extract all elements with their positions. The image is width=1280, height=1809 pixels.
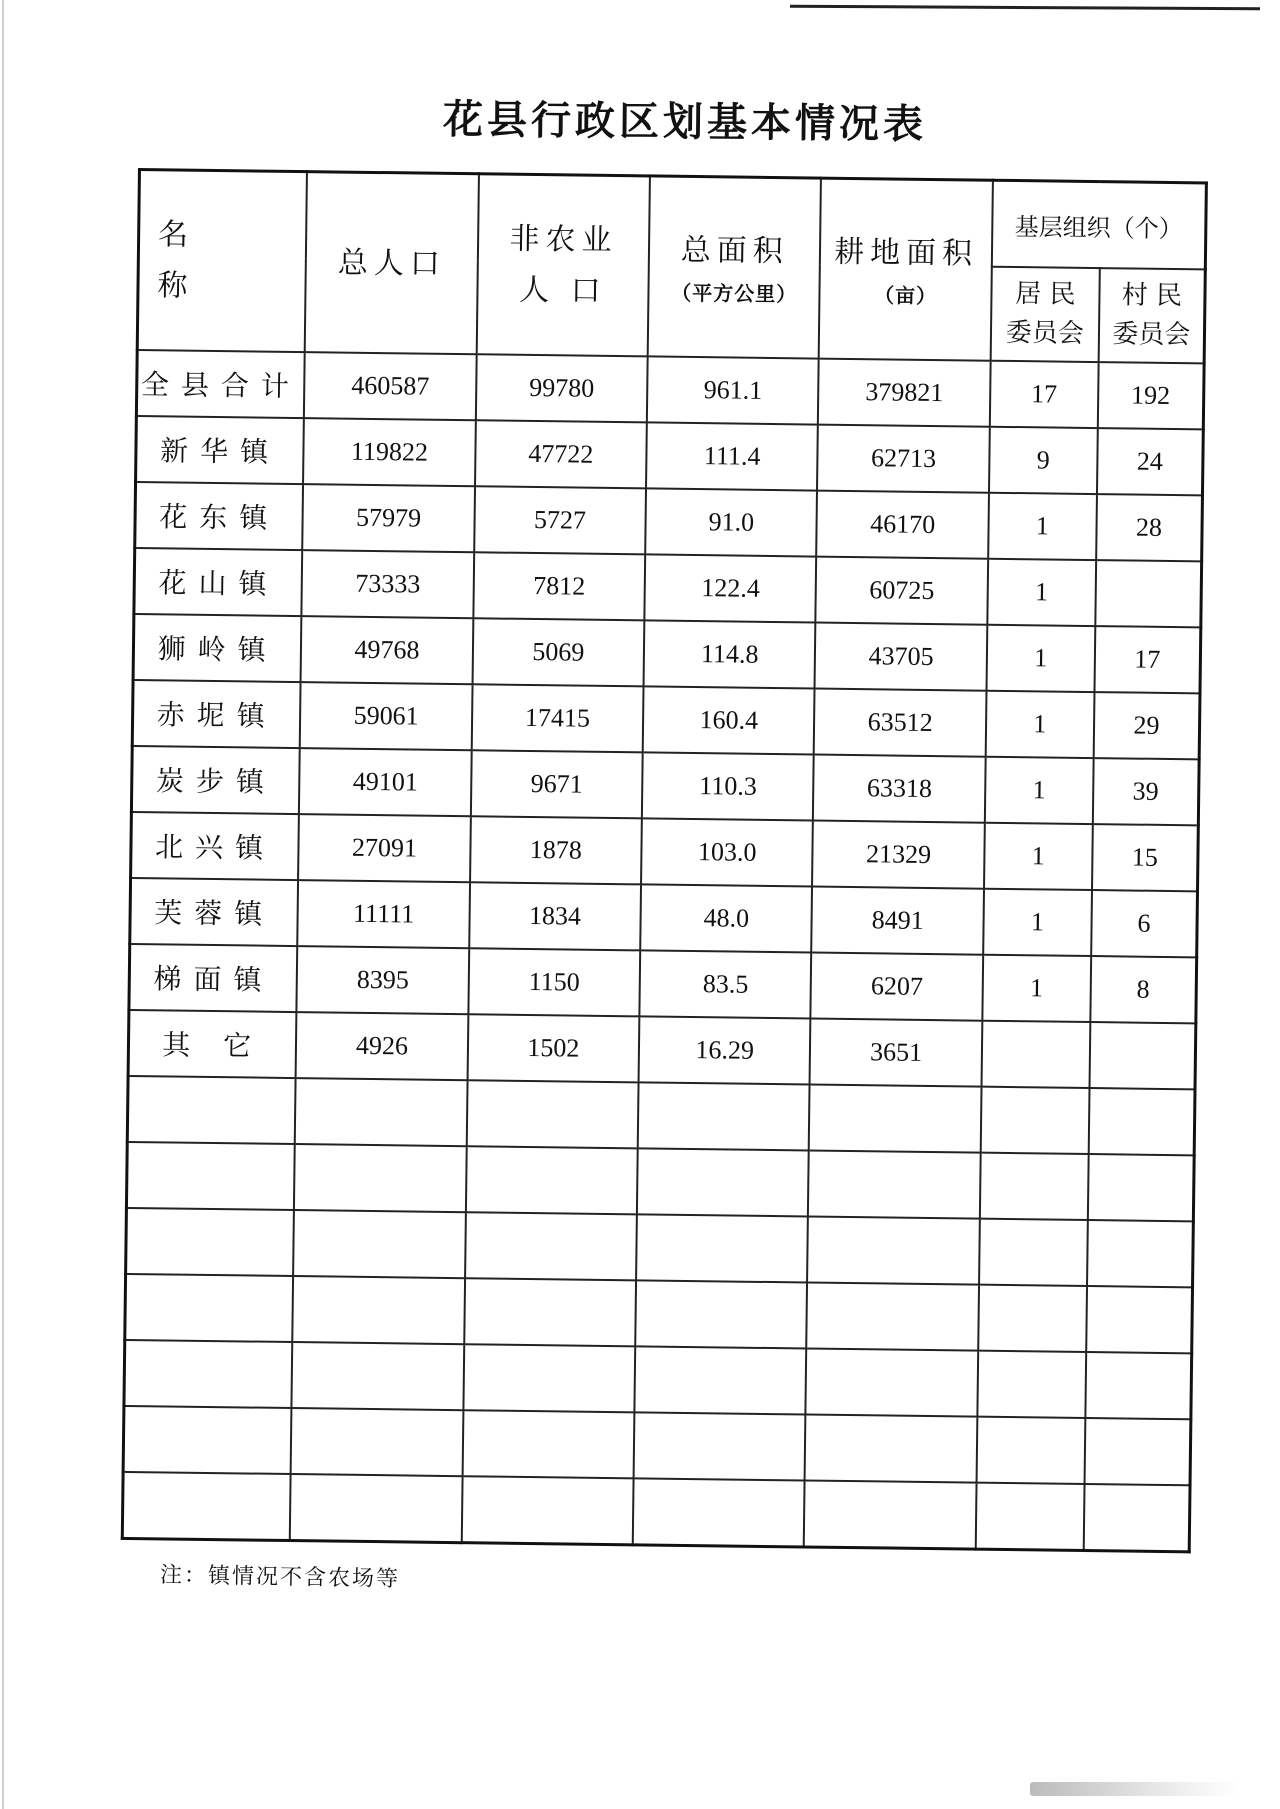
cell-name: 花东镇 <box>135 482 304 550</box>
cell-total-area: 16.29 <box>639 1016 811 1084</box>
blank-cell <box>809 1085 981 1153</box>
cell-total-population: 57979 <box>303 484 475 552</box>
header-residents-line2: 委员会 <box>1005 317 1085 349</box>
blank-cell <box>293 1276 465 1344</box>
header-total-area-label: 总面积 <box>680 232 790 269</box>
cell-villagers-committees <box>1089 1022 1195 1089</box>
cell-total-area: 160.4 <box>643 686 815 754</box>
admin-division-table <box>121 168 1208 1553</box>
cell-total-population: 27091 <box>298 814 470 882</box>
cell-name: 炭步镇 <box>131 746 300 814</box>
cell-total-area: 110.3 <box>642 752 814 820</box>
blank-cell <box>976 1417 1085 1484</box>
header-residents-line1: 居 民 <box>1015 279 1076 310</box>
blank-cell <box>1086 1286 1192 1353</box>
cell-name: 狮岭镇 <box>133 614 302 682</box>
cell-arable-area: 63512 <box>814 689 986 757</box>
cell-total-area: 103.0 <box>641 818 813 886</box>
header-villagers-line1: 村 民 <box>1121 280 1183 312</box>
cell-non-agri-population: 7812 <box>473 552 645 620</box>
header-non-agri-line2: 人 口 <box>518 272 607 309</box>
header-total-area-unit: （平方公里） <box>671 280 798 306</box>
blank-cell <box>806 1348 978 1416</box>
blank-cell <box>294 1144 466 1212</box>
blank-cell <box>635 1280 807 1348</box>
cell-non-agri-population: 5727 <box>474 486 646 554</box>
cell-villagers-committees: 6 <box>1091 890 1197 957</box>
cell-villagers-committees: 39 <box>1093 758 1199 825</box>
cell-arable-area: 21329 <box>812 821 984 889</box>
cell-villagers-committees: 24 <box>1097 428 1203 495</box>
blank-cell <box>295 1078 467 1146</box>
blank-cell <box>1087 1220 1193 1287</box>
blank-cell <box>126 1208 295 1276</box>
cell-non-agri-population: 5069 <box>472 618 644 686</box>
blank-cell <box>804 1480 976 1549</box>
blank-cell <box>976 1483 1085 1551</box>
cell-villagers-committees: 28 <box>1096 494 1202 561</box>
blank-cell <box>125 1274 294 1342</box>
cell-name: 其 它 <box>128 1010 297 1078</box>
header-grassroots-group: 基层组织（个） <box>992 180 1207 269</box>
cell-total-population: 49101 <box>299 748 471 816</box>
blank-cell <box>1088 1154 1194 1221</box>
cell-name: 北兴镇 <box>131 812 300 880</box>
blank-cell <box>291 1408 463 1476</box>
cell-total-area: 961.1 <box>647 356 819 424</box>
cell-name: 芙蓉镇 <box>130 878 299 946</box>
blank-cell <box>1089 1088 1195 1155</box>
header-non-agri-line1: 非农业 <box>509 221 618 259</box>
blank-cell <box>637 1148 809 1216</box>
cell-total-area: 111.4 <box>646 422 818 490</box>
cell-residents-committees <box>981 1021 1090 1088</box>
blank-cell <box>127 1076 296 1144</box>
header-total-area <box>648 176 822 359</box>
cell-villagers-committees: 17 <box>1094 626 1200 693</box>
blank-cell <box>466 1146 638 1214</box>
blank-cell <box>461 1476 633 1545</box>
blank-cell <box>124 1340 293 1408</box>
blank-cell <box>293 1210 465 1278</box>
cell-residents-committees: 1 <box>983 889 1092 956</box>
blank-cell <box>979 1219 1088 1286</box>
cell-arable-area: 379821 <box>818 359 990 427</box>
cell-arable-area: 60725 <box>816 557 988 625</box>
blank-cell <box>462 1410 634 1478</box>
cell-name: 花山镇 <box>134 548 303 616</box>
cell-arable-area: 3651 <box>810 1019 982 1087</box>
cell-total-area: 48.0 <box>640 884 812 952</box>
cell-residents-committees: 1 <box>986 625 1095 692</box>
blank-table-row <box>122 1472 1190 1552</box>
cell-arable-area: 43705 <box>815 623 987 691</box>
cell-non-agri-population: 1834 <box>469 882 641 950</box>
cell-non-agri-population: 17415 <box>471 684 643 752</box>
cell-total-population: 460587 <box>304 352 476 420</box>
cell-arable-area: 63318 <box>813 755 985 823</box>
blank-cell <box>633 1478 805 1547</box>
blank-cell <box>808 1217 980 1285</box>
cell-residents-committees: 1 <box>984 823 1093 890</box>
cell-arable-area: 62713 <box>817 425 989 493</box>
top-rule-line <box>790 5 1260 10</box>
header-non-agri-population <box>476 174 650 357</box>
cell-non-agri-population: 99780 <box>476 354 648 422</box>
footnote: 注：镇情况不含农场等 <box>159 1562 401 1593</box>
blank-cell <box>805 1414 977 1482</box>
blank-cell <box>464 1278 636 1346</box>
header-villagers-line2: 委员会 <box>1112 319 1191 351</box>
cell-residents-committees: 1 <box>987 559 1096 626</box>
blank-cell <box>1084 1418 1190 1485</box>
cell-villagers-committees <box>1095 560 1201 627</box>
page-left-edge <box>2 0 4 1809</box>
cell-villagers-committees: 8 <box>1090 956 1196 1023</box>
cell-total-population: 4926 <box>296 1012 468 1080</box>
cell-total-population: 73333 <box>302 550 474 618</box>
cell-non-agri-population: 47722 <box>475 420 647 488</box>
cell-total-area: 114.8 <box>644 620 816 688</box>
blank-cell <box>977 1351 1086 1418</box>
blank-cell <box>634 1412 806 1480</box>
blank-cell <box>808 1151 980 1219</box>
cell-non-agri-population: 9671 <box>471 750 643 818</box>
blank-cell <box>981 1087 1090 1154</box>
cell-total-population: 49768 <box>301 616 473 684</box>
cell-name: 新华镇 <box>136 416 305 484</box>
cell-residents-committees: 17 <box>990 361 1099 428</box>
cell-villagers-committees: 15 <box>1092 824 1198 891</box>
cell-total-population: 119822 <box>303 418 475 486</box>
blank-cell <box>466 1080 638 1148</box>
blank-cell <box>634 1346 806 1414</box>
scan-artifact-bar <box>1030 1782 1240 1796</box>
blank-cell <box>122 1472 291 1541</box>
cell-non-agri-population: 1878 <box>470 816 642 884</box>
blank-cell <box>807 1283 979 1351</box>
blank-cell <box>126 1142 295 1210</box>
header-total-population: 总人口 <box>305 172 479 355</box>
blank-cell <box>465 1212 637 1280</box>
cell-total-population: 11111 <box>298 880 470 948</box>
cell-residents-committees: 1 <box>982 955 1091 1022</box>
blank-cell <box>292 1342 464 1410</box>
blank-cell <box>978 1285 1087 1352</box>
blank-cell <box>1084 1484 1190 1552</box>
header-name: 名 称 <box>137 170 307 353</box>
cell-non-agri-population: 1502 <box>467 1014 639 1082</box>
cell-name: 梯面镇 <box>129 944 298 1012</box>
table-container <box>121 168 1208 1553</box>
header-arable-area-unit: （亩） <box>873 282 938 308</box>
blank-cell <box>636 1214 808 1282</box>
cell-residents-committees: 1 <box>985 757 1094 824</box>
cell-residents-committees: 9 <box>989 427 1098 494</box>
cell-villagers-committees: 29 <box>1093 692 1199 759</box>
document-title: 花县行政区划基本情况表 <box>442 96 928 149</box>
cell-arable-area: 6207 <box>811 953 983 1021</box>
blank-cell <box>1085 1352 1191 1419</box>
header-row-1 <box>138 170 1206 270</box>
cell-arable-area: 8491 <box>812 887 984 955</box>
blank-cell <box>463 1344 635 1412</box>
cell-non-agri-population: 1150 <box>468 948 640 1016</box>
cell-name: 赤坭镇 <box>132 680 301 748</box>
cell-total-population: 59061 <box>300 682 472 750</box>
cell-residents-committees: 1 <box>986 691 1095 758</box>
header-arable-area-label: 耕地面积 <box>833 234 979 272</box>
cell-total-area: 83.5 <box>639 950 811 1018</box>
cell-villagers-committees: 192 <box>1098 362 1204 429</box>
cell-total-area: 91.0 <box>645 488 817 556</box>
cell-arable-area: 46170 <box>817 491 989 559</box>
cell-total-area: 122.4 <box>644 554 816 622</box>
header-villagers-committee <box>1098 268 1205 363</box>
cell-name: 全县合计 <box>136 350 305 418</box>
blank-cell <box>123 1406 292 1474</box>
blank-cell <box>290 1474 462 1543</box>
header-arable-area <box>819 178 993 361</box>
blank-cell <box>638 1082 810 1150</box>
header-residents-committee <box>990 267 1099 362</box>
cell-total-population: 8395 <box>297 946 469 1014</box>
cell-residents-committees: 1 <box>988 493 1097 560</box>
blank-cell <box>980 1153 1089 1220</box>
